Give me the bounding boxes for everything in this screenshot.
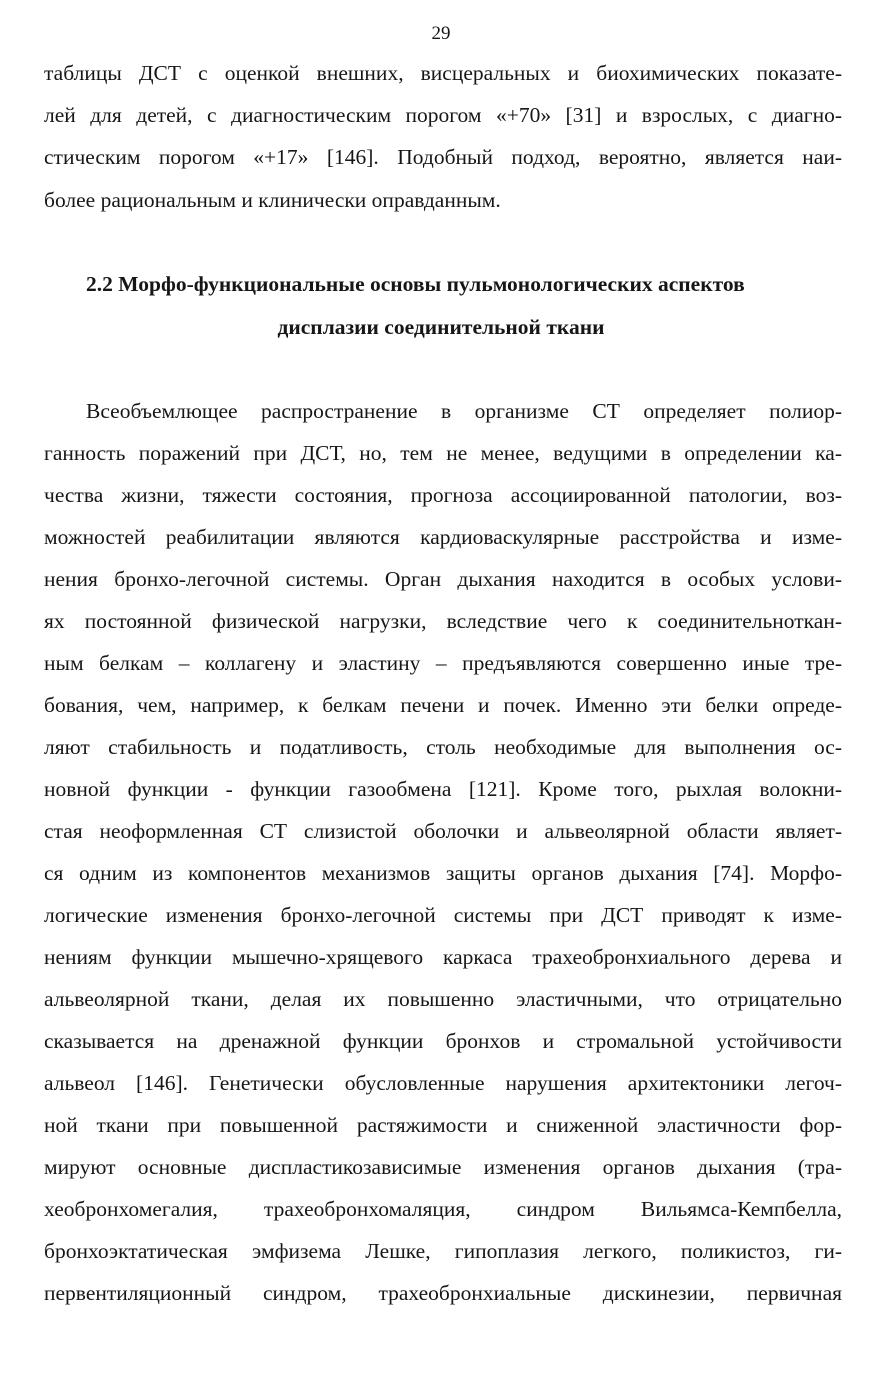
paragraph-2-line-8: бования, чем, например, к белкам печени и почек. Именно эти белки опреде- <box>44 693 842 717</box>
paragraph-2-line-2: ганность поражений при ДСТ, но, тем не менее, ведущими в определении ка- <box>44 441 842 465</box>
paragraph-2-line-11: стая неоформленная СТ слизистой оболочки и альвеолярной области являет- <box>44 819 842 843</box>
paragraph-2-line-3: чества жизни, тяжести состояния, прогноза ассоциированной патологии, воз- <box>44 483 842 507</box>
paragraph-2-line-12: ся одним из компонентов механизмов защиты органов дыхания [74]. Морфо- <box>44 861 842 885</box>
paragraph-2-line-4: можностей реабилитации являются кардиоваскулярные расстройства и изме- <box>44 525 842 549</box>
paragraph-2-line-19: мируют основные диспластикозависимые изменения органов дыхания (тра- <box>44 1155 842 1179</box>
paragraph-2-line-1: Всеобъемлющее распространение в организме СТ определяет полиор- <box>86 399 842 423</box>
paragraph-1-line-4: более рациональным и клинически оправданным. <box>44 188 501 212</box>
paragraph-2-line-17: альвеол [146]. Генетически обусловленные нарушения архитектоники легоч- <box>44 1071 842 1095</box>
paragraph-2-line-5: нения бронхо-легочной системы. Орган дыхания находится в особых услови- <box>44 567 842 591</box>
paragraph-2-line-18: ной ткани при повышенной растяжимости и сниженной эластичности фор- <box>44 1113 842 1137</box>
paragraph-2-line-20: хеобронхомегалия, трахеобронхомаляция, синдром Вильямса-Кемпбелла, <box>44 1197 842 1221</box>
paragraph-1-line-3: стическим порогом «+17» [146]. Подобный подход, вероятно, является наи- <box>44 145 842 169</box>
paragraph-2-line-21: бронхоэктатическая эмфизема Лешке, гипоплазия легкого, поликистоз, ги- <box>44 1239 842 1263</box>
section-heading-line-1: 2.2 Морфо-функциональные основы пульмонологических аспектов <box>86 272 745 296</box>
paragraph-2-line-9: ляют стабильность и податливость, столь необходимые для выполнения ос- <box>44 735 842 759</box>
paragraph-2-line-16: сказывается на дренажной функции бронхов и стромальной устойчивости <box>44 1029 842 1053</box>
paragraph-1-line-1: таблицы ДСТ с оценкой внешних, висцеральных и биохимических показате- <box>44 61 842 85</box>
paragraph-2-line-6: ях постоянной физической нагрузки, вследствие чего к соединительноткан- <box>44 609 842 633</box>
paragraph-2-line-7: ным белкам – коллагену и эластину – предъявляются совершенно иные тре- <box>44 651 842 675</box>
page-number: 29 <box>431 23 451 44</box>
section-heading-line-2: дисплазии соединительной ткани <box>277 315 605 339</box>
paragraph-2-line-10: новной функции - функции газообмена [121]. Кроме того, рыхлая волокни- <box>44 777 842 801</box>
paragraph-2-line-14: нениям функции мышечно-хрящевого каркаса трахеобронхиального дерева и <box>44 945 842 969</box>
paragraph-1-line-2: лей для детей, с диагностическим порогом «+70» [31] и взрослых, с диагно- <box>44 103 842 127</box>
paragraph-2-line-22: первентиляционный синдром, трахеобронхиальные дискинезии, первичная <box>44 1281 842 1305</box>
paragraph-2-line-13: логические изменения бронхо-легочной системы при ДСТ приводят к изме- <box>44 903 842 927</box>
paragraph-2-line-15: альвеолярной ткани, делая их повышенно эластичными, что отрицательно <box>44 987 842 1011</box>
